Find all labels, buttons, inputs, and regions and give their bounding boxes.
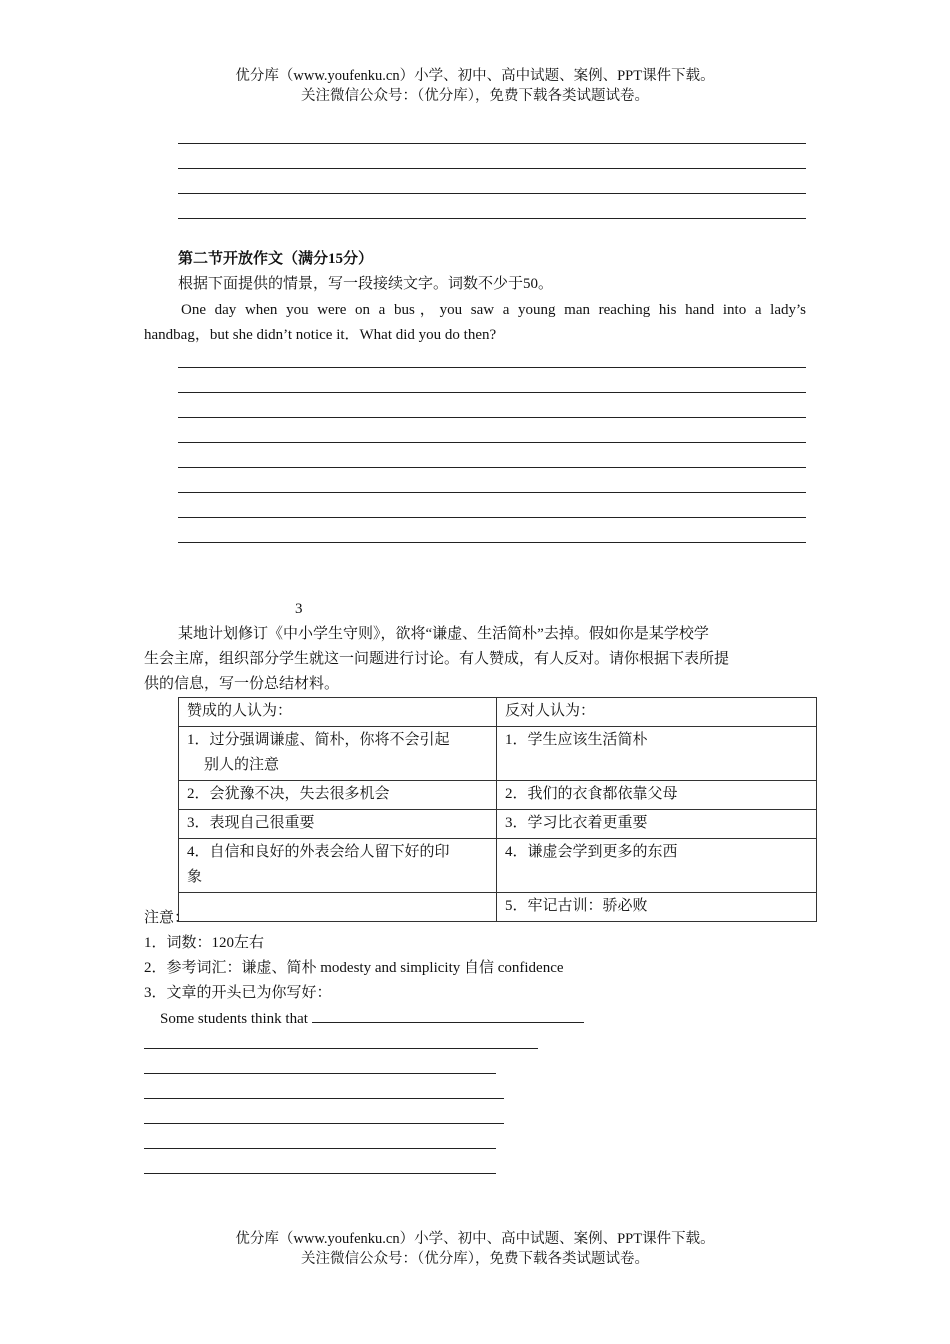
opinions-table	[178, 697, 817, 922]
answer-line	[178, 218, 806, 219]
answer-line	[144, 1173, 496, 1174]
table-header-row	[179, 698, 817, 727]
answer-line	[178, 143, 806, 144]
answer-line	[178, 492, 806, 493]
for-cell-empty	[179, 893, 497, 922]
footer-line-1: 优分库（www.youfenku.cn）小学、初中、高中试题、案例、PPT课件下载。	[235, 1231, 715, 1247]
for-cell: 4．自信和良好的外表会给人留下好的印 象	[179, 839, 497, 893]
opening-text: Some students think that	[160, 1011, 308, 1027]
note-3: 3．文章的开头已为你写好：	[144, 985, 332, 1001]
prompt-line-2: handbag，but she didn’t notice it．What did you do then?	[144, 327, 497, 343]
answer-line	[144, 1048, 538, 1049]
for-cell: 2．会犹豫不决，失去很多机会	[179, 781, 497, 810]
answer-line	[178, 467, 806, 468]
opening-blank[interactable]	[312, 1006, 584, 1023]
against-cell: 2．我们的衣食都依靠父母	[497, 781, 817, 810]
task-line-1: 某地计划修订《中小学生守则》，欲将“谦虚、生活简朴”去掉。假如你是某学校学	[178, 626, 709, 642]
header-against: 反对人认为：	[497, 698, 817, 727]
answer-line	[144, 1123, 504, 1124]
for-cell: 1．过分强调谦虚、简朴，你将不会引起 别人的注意	[179, 727, 497, 781]
against-cell: 4．谦虚会学到更多的东西	[497, 839, 817, 893]
question-number: 3	[295, 601, 303, 617]
note-2: 2．参考词汇：谦虚、简朴 modesty and simplicity 自信 confidence	[144, 960, 564, 976]
answer-line	[144, 1098, 504, 1099]
table-row	[179, 893, 817, 922]
table-row	[179, 839, 817, 893]
page-header	[0, 66, 950, 106]
page-footer	[0, 1229, 950, 1269]
table-row	[179, 781, 817, 810]
against-cell: 3．学习比衣着更重要	[497, 810, 817, 839]
header-line-1: 优分库（www.youfenku.cn）小学、初中、高中试题、案例、PPT课件下载。	[235, 68, 715, 84]
answer-line	[178, 417, 806, 418]
task-line-3: 供的信息，写一份总结材料。	[144, 676, 340, 692]
answer-line	[178, 392, 806, 393]
answer-line	[144, 1073, 496, 1074]
against-cell: 1．学生应该生活简朴	[497, 727, 817, 781]
note-1: 1．词数：120左右	[144, 935, 265, 951]
table-row	[179, 810, 817, 839]
header-for: 赞成的人认为：	[179, 698, 497, 727]
header-line-2: 关注微信公众号：（优分库），免费下载各类试题试卷。	[301, 88, 649, 104]
task-line-2: 生会主席，组织部分学生就这一问题进行讨论。有人赞成，有人反对。请你根据下表所提	[144, 651, 730, 667]
answer-line	[144, 1148, 496, 1149]
answer-line	[178, 442, 806, 443]
table-row	[179, 727, 817, 781]
section-title: 第二节开放作文（满分15分）	[178, 251, 374, 267]
footer-line-2: 关注微信公众号：（优分库），免费下载各类试题试卷。	[301, 1251, 649, 1267]
answer-line	[178, 168, 806, 169]
section-instruction: 根据下面提供的情景，写一段接续文字。词数不少于50。	[178, 276, 554, 292]
answer-line	[178, 542, 806, 543]
notes-title: 注意：	[144, 910, 190, 926]
opening-sentence	[160, 1006, 584, 1032]
prompt-line-1: One day when you were on a bus，you saw a young man reaching his hand into a lady’s	[181, 302, 806, 318]
for-cell: 3．表现自己很重要	[179, 810, 497, 839]
answer-line	[178, 517, 806, 518]
answer-line	[178, 193, 806, 194]
answer-line	[178, 367, 806, 368]
against-cell: 5．牢记古训：骄必败	[497, 893, 817, 922]
